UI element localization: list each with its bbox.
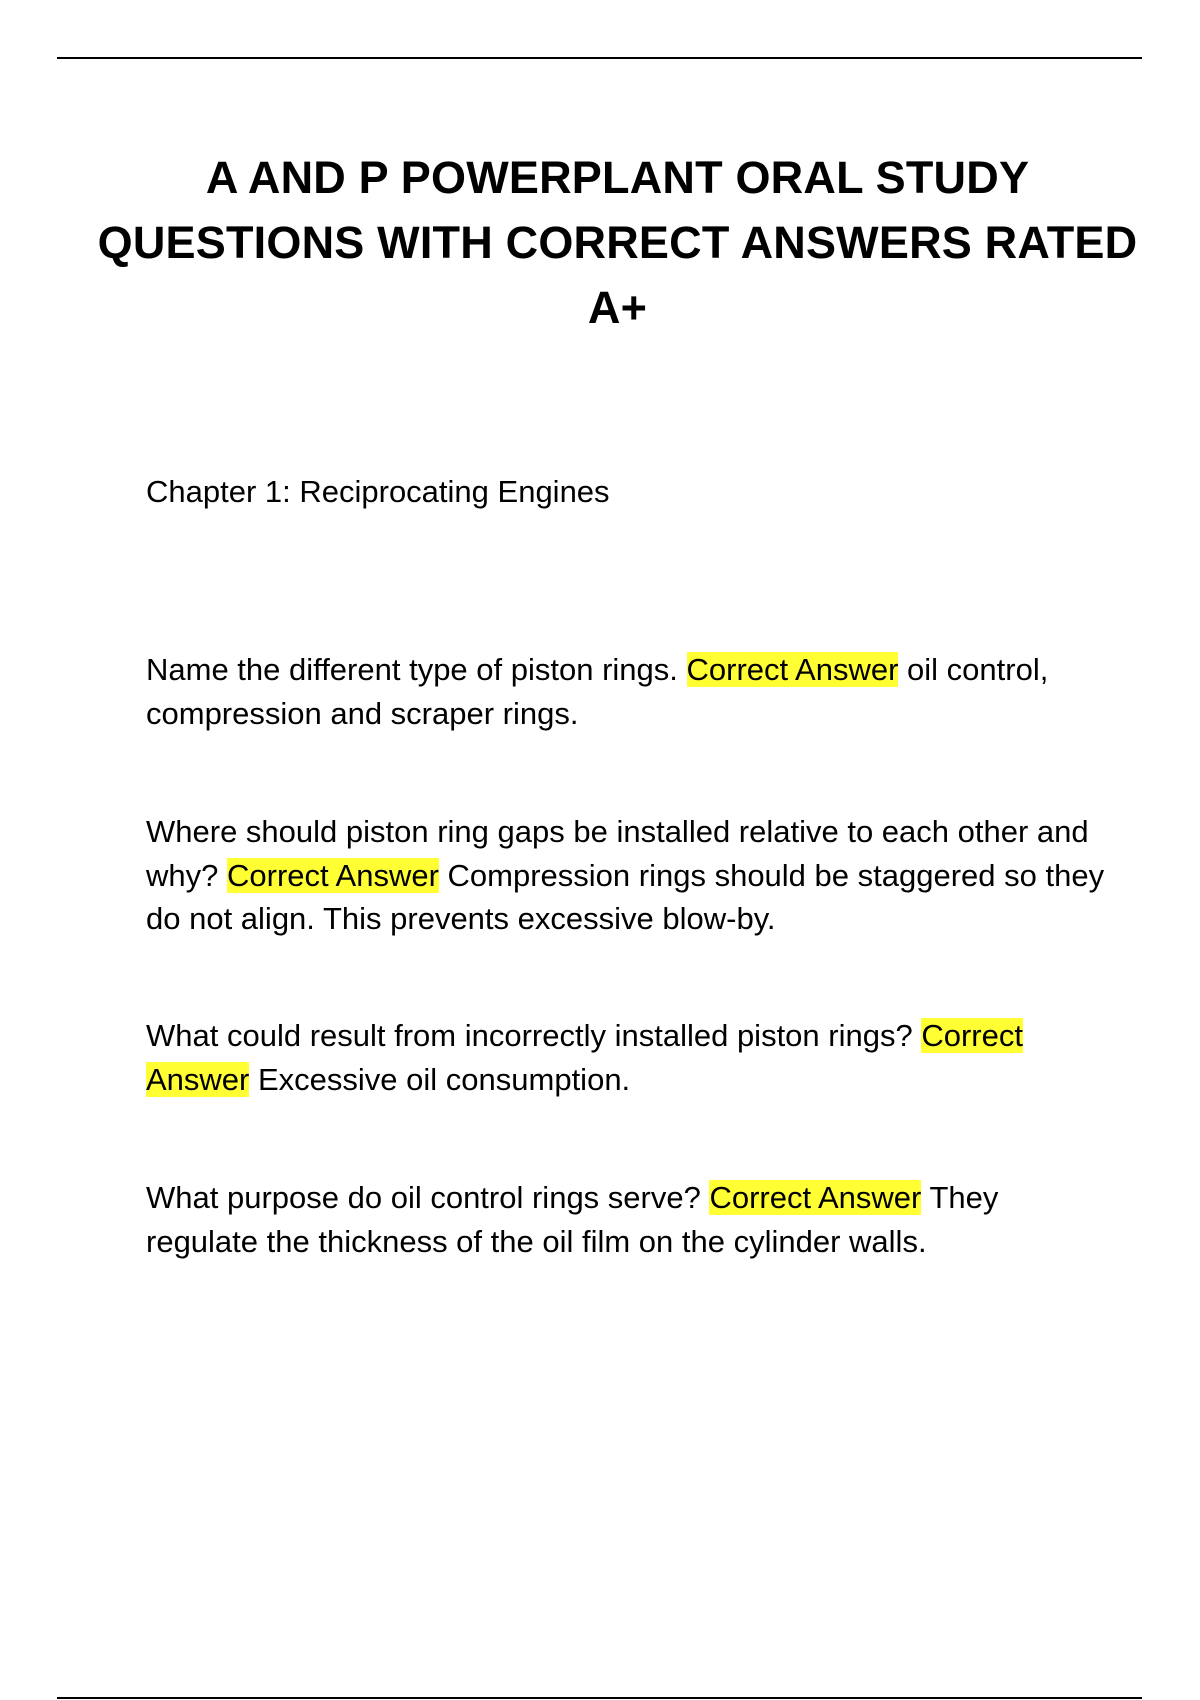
qa-item — [146, 1014, 1106, 1101]
qa-item — [146, 648, 1106, 735]
qa-item — [146, 1176, 1106, 1263]
answer-text: Excessive oil consumption. — [258, 1061, 631, 1097]
top-rule — [57, 57, 1142, 59]
correct-answer-highlight: Correct Answer — [227, 857, 439, 893]
question-text: Name the different type of piston rings. — [146, 652, 678, 687]
answer-text: Compression rings should be staggered so they do not align. This prevents excessive blow-by. — [146, 857, 1105, 936]
bottom-rule — [57, 1697, 1142, 1699]
chapter-heading: Chapter 1: Reciprocating Engines — [146, 474, 610, 509]
answer-text: They regulate the thickness of the oil film on the cylinder walls. — [146, 1180, 999, 1259]
question-text: Where should piston ring gaps be installed relative to each other and why? — [146, 814, 1089, 893]
document-title: A AND P POWERPLANT ORAL STUDY QUESTIONS WITH CORRECT ANSWERS RATED A+ — [97, 152, 1138, 333]
correct-answer-highlight: Correct Answer — [686, 652, 899, 687]
qa-item — [146, 810, 1106, 941]
question-text: What could result from incorrectly installed piston rings? — [146, 1018, 913, 1053]
correct-answer-highlight: Correct Answer — [146, 1018, 1023, 1097]
answer-text: oil control, compression and scraper rings. — [146, 652, 1049, 731]
correct-answer-highlight: Correct Answer — [709, 1180, 922, 1215]
question-text: What purpose do oil control rings serve? — [146, 1180, 701, 1215]
